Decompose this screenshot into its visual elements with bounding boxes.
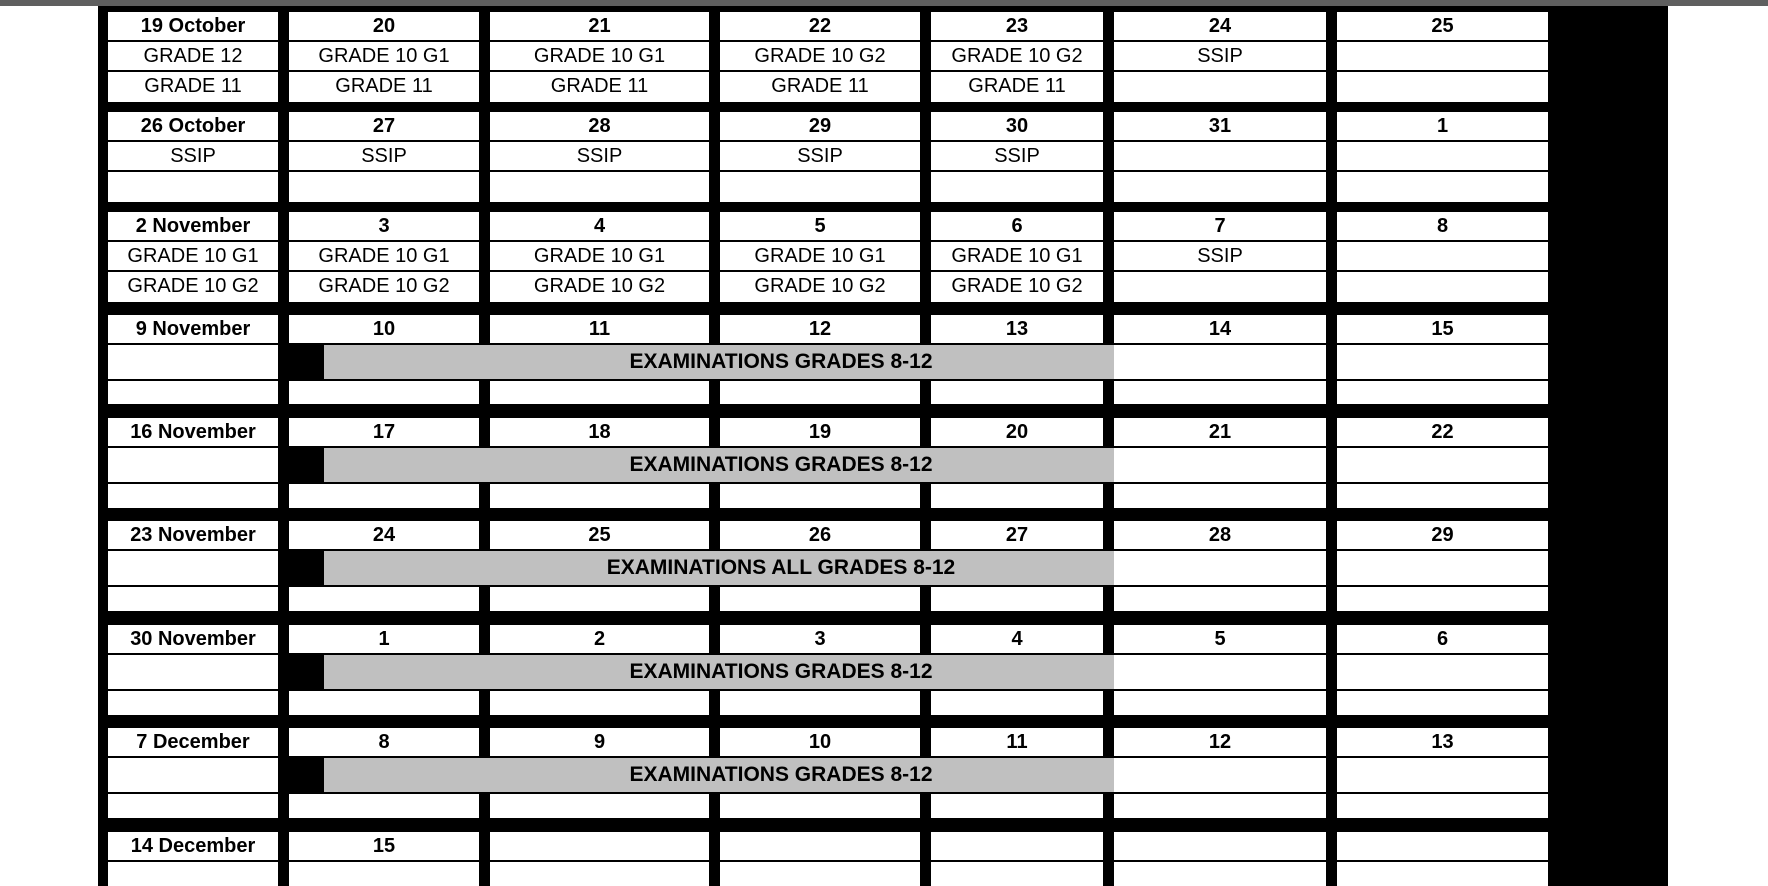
day-number: 1 [1337,112,1548,140]
schedule-entry [490,862,709,886]
day-number: 31 [1114,112,1326,140]
day-number: 6 [1337,625,1548,653]
empty-cell [289,381,479,404]
empty-cell [720,587,920,611]
schedule-entry [1114,172,1326,202]
empty-cell [490,691,709,715]
schedule-entry: GRADE 10 G2 [931,272,1103,302]
schedule-entry: GRADE 10 G2 [931,42,1103,70]
schedule-entry [108,862,278,886]
empty-cell [931,484,1103,508]
empty-cell [490,794,709,818]
empty-cell [490,381,709,404]
schedule-entry: GRADE 10 G2 [108,272,278,302]
empty-cell [1337,794,1548,818]
day-number: 5 [1114,625,1326,653]
exam-band: EXAMINATIONS GRADES 8-12 [324,448,1238,482]
schedule-entry [1114,142,1326,170]
day-number: 13 [931,315,1103,343]
schedule-entry: SSIP [108,142,278,170]
empty-cell [289,587,479,611]
week-start-date: 30 November [108,625,278,653]
schedule-entry [1337,862,1548,886]
schedule-entry: SSIP [931,142,1103,170]
schedule-entry: GRADE 10 G1 [490,242,709,270]
day-number [1114,832,1326,860]
schedule-entry: GRADE 10 G1 [289,42,479,70]
day-number: 30 [931,112,1103,140]
empty-cell [108,794,278,818]
week-start-date: 7 December [108,728,278,756]
day-number: 8 [289,728,479,756]
exam-band: EXAMINATIONS GRADES 8-12 [324,345,1238,379]
day-number: 25 [1337,12,1548,40]
schedule-entry [1114,862,1326,886]
day-number: 15 [1337,315,1548,343]
week-start-date: 26 October [108,112,278,140]
weekend-cell [1114,758,1326,792]
empty-cell [1337,691,1548,715]
weekend-cell [1337,551,1548,585]
day-number: 9 [490,728,709,756]
day-number: 4 [490,212,709,240]
empty-cell [289,691,479,715]
schedule-entry: GRADE 11 [108,72,278,102]
day-number: 24 [289,521,479,549]
day-number: 12 [1114,728,1326,756]
schedule-entry: GRADE 11 [289,72,479,102]
empty-cell [108,381,278,404]
day-number: 15 [289,832,479,860]
schedule-entry [1337,172,1548,202]
schedule-entry [490,172,709,202]
empty-cell [490,587,709,611]
day-number: 25 [490,521,709,549]
day-number: 24 [1114,12,1326,40]
empty-cell [720,691,920,715]
day-number: 18 [490,418,709,446]
empty-cell [1114,381,1326,404]
weekend-cell [1337,448,1548,482]
day-number: 20 [289,12,479,40]
day-number: 2 [490,625,709,653]
day-number [931,832,1103,860]
empty-cell [931,794,1103,818]
day-number: 6 [931,212,1103,240]
empty-cell [108,691,278,715]
schedule-entry [1114,272,1326,302]
schedule-entry: GRADE 11 [931,72,1103,102]
exam-band: EXAMINATIONS ALL GRADES 8-12 [324,551,1238,585]
day-number: 12 [720,315,920,343]
day-number: 22 [1337,418,1548,446]
empty-cell [108,484,278,508]
schedule-entry [1337,42,1548,70]
schedule-entry [1337,72,1548,102]
exam-band: EXAMINATIONS GRADES 8-12 [324,758,1238,792]
day-number: 4 [931,625,1103,653]
schedule-entry: GRADE 10 G2 [720,42,920,70]
empty-cell [289,484,479,508]
day-number: 10 [289,315,479,343]
schedule-entry [108,172,278,202]
day-number: 29 [1337,521,1548,549]
empty-cell [1114,484,1326,508]
weekend-cell [1114,551,1326,585]
day-number: 11 [931,728,1103,756]
schedule-entry: GRADE 11 [720,72,920,102]
day-number: 13 [1337,728,1548,756]
week-label-empty [108,448,278,482]
schedule-entry: GRADE 10 G1 [108,242,278,270]
week-start-date: 14 December [108,832,278,860]
day-number [720,832,920,860]
day-number: 27 [289,112,479,140]
empty-cell [1337,484,1548,508]
day-number: 28 [490,112,709,140]
weekend-cell [1114,655,1326,689]
schedule-entry: GRADE 10 G1 [289,242,479,270]
schedule-entry [289,172,479,202]
week-label-empty [108,551,278,585]
weekend-cell [1337,345,1548,379]
week-start-date: 23 November [108,521,278,549]
day-number: 3 [720,625,920,653]
empty-cell [1114,794,1326,818]
week-label-empty [108,758,278,792]
week-label-empty [108,345,278,379]
schedule-entry: GRADE 11 [490,72,709,102]
empty-cell [720,794,920,818]
day-number: 27 [931,521,1103,549]
empty-cell [720,381,920,404]
day-number: 7 [1114,212,1326,240]
schedule-entry: SSIP [1114,242,1326,270]
day-number: 11 [490,315,709,343]
week-start-date: 19 October [108,12,278,40]
exam-band: EXAMINATIONS GRADES 8-12 [324,655,1238,689]
day-number: 17 [289,418,479,446]
schedule-entry [289,862,479,886]
day-number: 26 [720,521,920,549]
day-number: 8 [1337,212,1548,240]
day-number: 10 [720,728,920,756]
day-number: 20 [931,418,1103,446]
schedule-entry: GRADE 10 G2 [490,272,709,302]
weekend-cell [1114,345,1326,379]
schedule-entry [1114,72,1326,102]
schedule-entry: GRADE 10 G1 [490,42,709,70]
weekend-cell [1337,655,1548,689]
empty-cell [931,381,1103,404]
empty-cell [931,691,1103,715]
schedule-entry [1337,272,1548,302]
empty-cell [1114,691,1326,715]
day-number: 21 [490,12,709,40]
empty-cell [490,484,709,508]
empty-cell [1337,587,1548,611]
empty-cell [289,794,479,818]
schedule-entry: GRADE 10 G2 [720,272,920,302]
schedule-entry: SSIP [720,142,920,170]
day-number: 1 [289,625,479,653]
schedule-entry [720,172,920,202]
day-number: 21 [1114,418,1326,446]
schedule-entry: SSIP [490,142,709,170]
schedule-entry [1337,242,1548,270]
schedule-entry [931,172,1103,202]
week-start-date: 16 November [108,418,278,446]
schedule-entry: GRADE 10 G1 [931,242,1103,270]
schedule-entry [931,862,1103,886]
schedule-entry [1337,142,1548,170]
day-number: 5 [720,212,920,240]
schedule-entry: GRADE 12 [108,42,278,70]
day-number: 28 [1114,521,1326,549]
schedule-entry: SSIP [1114,42,1326,70]
schedule-entry [720,862,920,886]
schedule-entry: SSIP [289,142,479,170]
day-number: 19 [720,418,920,446]
empty-cell [1337,381,1548,404]
empty-cell [720,484,920,508]
empty-cell [931,587,1103,611]
empty-cell [108,587,278,611]
day-number: 23 [931,12,1103,40]
day-number: 29 [720,112,920,140]
empty-cell [1114,587,1326,611]
week-start-date: 9 November [108,315,278,343]
day-number: 22 [720,12,920,40]
schedule-entry: GRADE 10 G1 [720,242,920,270]
day-number: 14 [1114,315,1326,343]
day-number: 3 [289,212,479,240]
day-number [490,832,709,860]
schedule-entry: GRADE 10 G2 [289,272,479,302]
week-start-date: 2 November [108,212,278,240]
weekend-cell [1337,758,1548,792]
term-calendar-table [98,6,1668,886]
week-label-empty [108,655,278,689]
day-number [1337,832,1548,860]
weekend-cell [1114,448,1326,482]
